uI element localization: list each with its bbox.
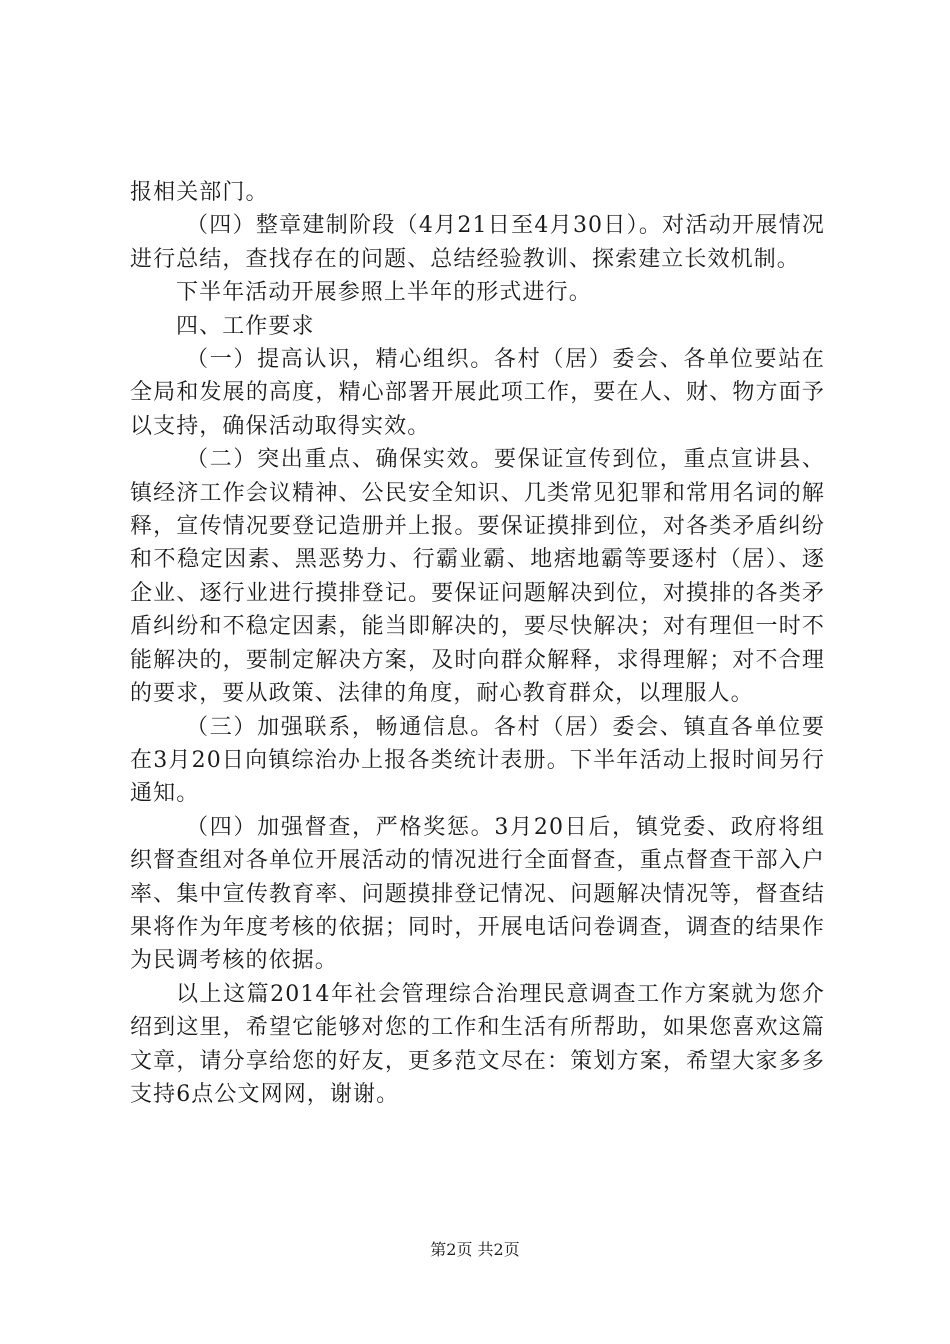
paragraph-second-half: 下半年活动开展参照上半年的形式进行。 — [176, 280, 592, 306]
paragraph-closing: 以上这篇2014年社会管理综合治理民意调查工作方案就为您介绍到这里，希望它能够对您的工作和生活有所帮助，如果您喜欢这篇文章，请分享给您的好友，更多范文尽在：策划方案，希望大家多多支持6点公文网网，谢谢。 — [130, 981, 825, 1107]
paragraph-requirement-four: （四）加强督查，严格奖惩。3月20日后，镇党委、政府将组织督查组对各单位开展活动的情况进行全面督查，重点督查干部入户率、集中宣传教育率、问题摸排登记情况、问题解决情况等，督查结果将作为年度考核的依据；同时，开展电话问卷调查，调查的结果作为民调考核的依据。 — [130, 814, 825, 974]
paragraph-requirement-three: （三）加强联系，畅通信息。各村（居）委会、镇直各单位要在3月20日向镇综治办上报各类统计表册。下半年活动上报时间另行通知。 — [130, 714, 825, 807]
page-footer — [0, 1240, 950, 1260]
paragraph-requirement-two: （二）突出重点、确保实效。要保证宣传到位，重点宣讲县、镇经济工作会议精神、公民安全知识、几类常见犯罪和常用名词的解释，宣传情况要登记造册并上报。要保证摸排到位，对各类矛盾纠纷和不稳定因素、黑恶势力、行霸业霸、地痞地霸等要逐村（居）、逐企业、逐行业进行摸排登记。要保证问题解决到位，对摸排的各类矛盾纠纷和不稳定因素，能当即解决的，要尽快解决；对有理但一时不能解决的，要制定解决方案，及时向群众解释，求得理解；对不合理的要求，要从政策、法律的角度，耐心教育群众，以理服人。 — [130, 447, 825, 707]
paragraph-requirement-one: （一）提高认识，精心组织。各村（居）委会、各单位要站在全局和发展的高度，精心部署开展此项工作，要在人、财、物方面予以支持，确保活动取得实效。 — [130, 347, 825, 439]
page-number-label: 第2页 共2页 — [430, 1240, 520, 1259]
section-heading-requirements: 四、工作要求 — [176, 313, 315, 339]
paragraph-continuation: 报相关部门。 — [130, 180, 269, 205]
document-body — [130, 176, 825, 1111]
paragraph-phase-four: （四）整章建制阶段（4月21日至4月30日）。对活动开展情况进行总结，查找存在的问题、总结经验教训、探索建立长效机制。 — [130, 213, 825, 272]
